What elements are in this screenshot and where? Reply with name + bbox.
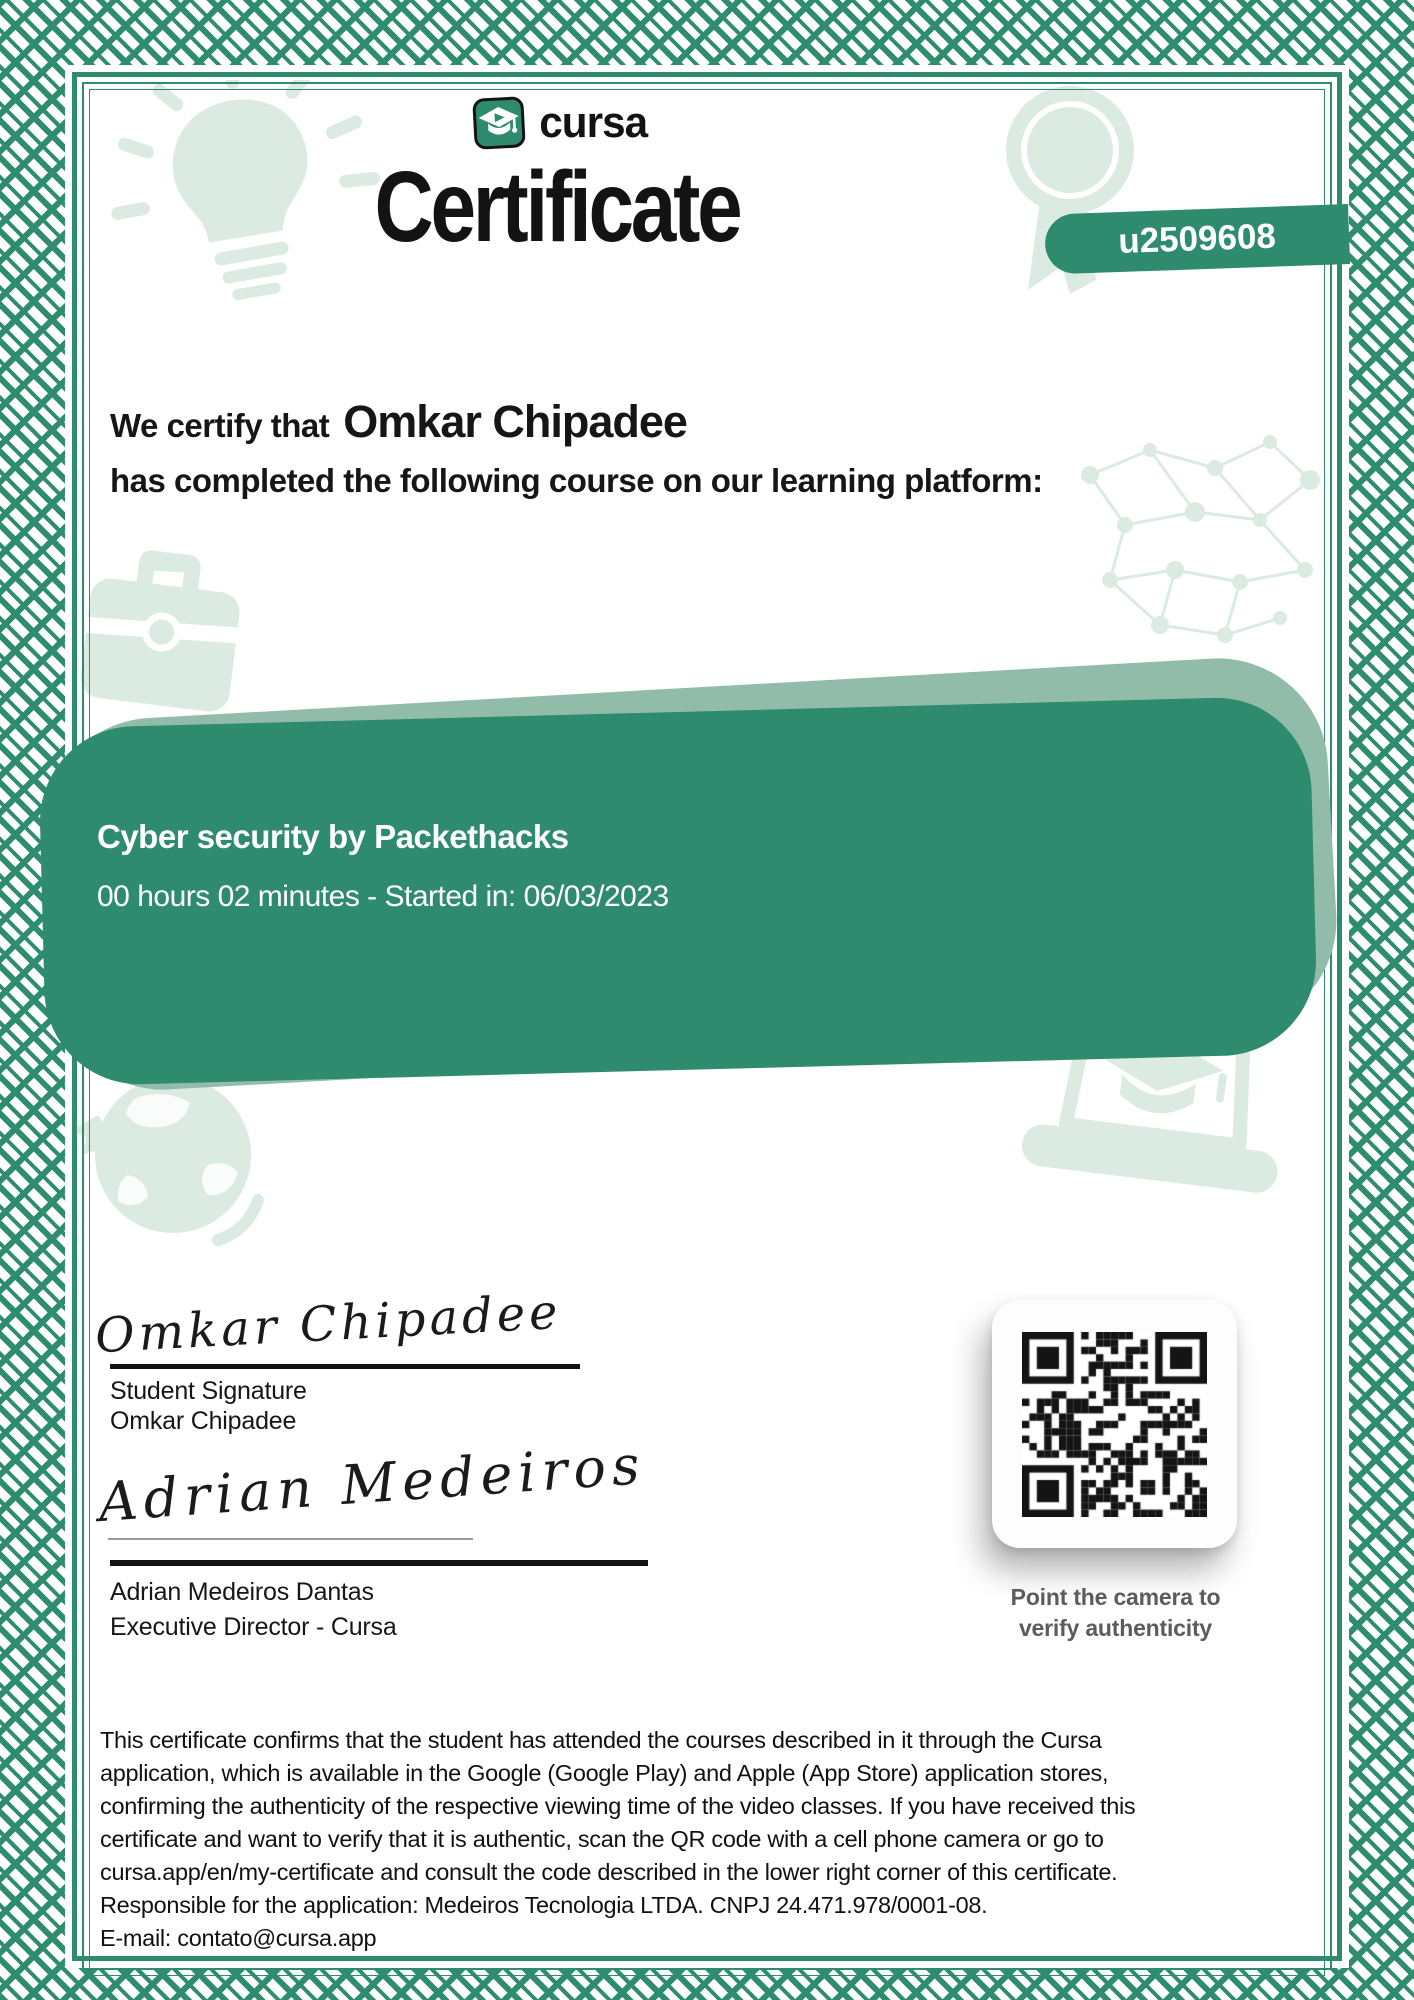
certificate-title: Certificate	[374, 151, 740, 263]
footer-line: Responsible for the application: Medeiros Tecnologia LTDA. CNPJ 24.471.978/0001-08.	[100, 1892, 988, 1918]
course-details: 00 hours 02 minutes - Started in: 06/03/2023	[97, 880, 669, 913]
graduation-cap-play-icon	[471, 95, 527, 151]
student-name: Omkar Chipadee	[343, 396, 687, 447]
footer-disclaimer	[100, 1724, 1340, 1955]
certify-suffix: has completed the following course on our learning platform:	[110, 462, 1043, 499]
qr-caption	[958, 1582, 1273, 1644]
footer-line: application, which is available in the Google (Google Play) and Apple (App Store) application stores,	[100, 1760, 1109, 1786]
qr-caption-line1: Point the camera to	[1010, 1584, 1221, 1610]
brand-logo	[0, 95, 1120, 151]
student-signature-label: Student Signature	[110, 1377, 307, 1405]
student-signature-line	[110, 1364, 580, 1369]
student-signature-name: Omkar Chipadee	[110, 1407, 297, 1435]
footer-line: cursa.app/en/my-certificate and consult the code described in the lower right corner of this certificate.	[100, 1859, 1118, 1885]
certificate-code: u2509608	[1117, 216, 1277, 262]
student-signature-script: Omkar Chipadee	[93, 1283, 563, 1365]
qr-caption-line2: verify authenticity	[1018, 1615, 1213, 1641]
director-signature-line	[110, 1560, 648, 1566]
certify-statement	[110, 396, 1043, 500]
certificate-code-badge	[1044, 204, 1350, 275]
director-title: Executive Director - Cursa	[110, 1613, 397, 1641]
footer-line: E-mail: contato@cursa.app	[100, 1925, 377, 1951]
qr-code	[1022, 1332, 1207, 1517]
course-name: Cyber security by Packethacks	[97, 818, 569, 855]
network-brain-watermark-icon	[1055, 420, 1335, 665]
director-name: Adrian Medeiros Dantas	[110, 1578, 374, 1606]
certify-prefix: We certify that	[110, 407, 330, 444]
course-banner	[30, 660, 1335, 1090]
footer-line: certificate and want to verify that it is authentic, scan the QR code with a cell phone camera or go to	[100, 1826, 1104, 1852]
brand-logo-text: cursa	[539, 98, 647, 147]
footer-line: This certificate confirms that the student has attended the courses described in it through the Cursa	[100, 1727, 1102, 1753]
director-signature-thin-line	[108, 1538, 473, 1540]
director-signature-script: Adrian Medeiros	[96, 1432, 648, 1535]
footer-line: confirming the authenticity of the respective viewing time of the video classes. If you have received this	[100, 1793, 1136, 1819]
qr-card	[992, 1300, 1237, 1548]
